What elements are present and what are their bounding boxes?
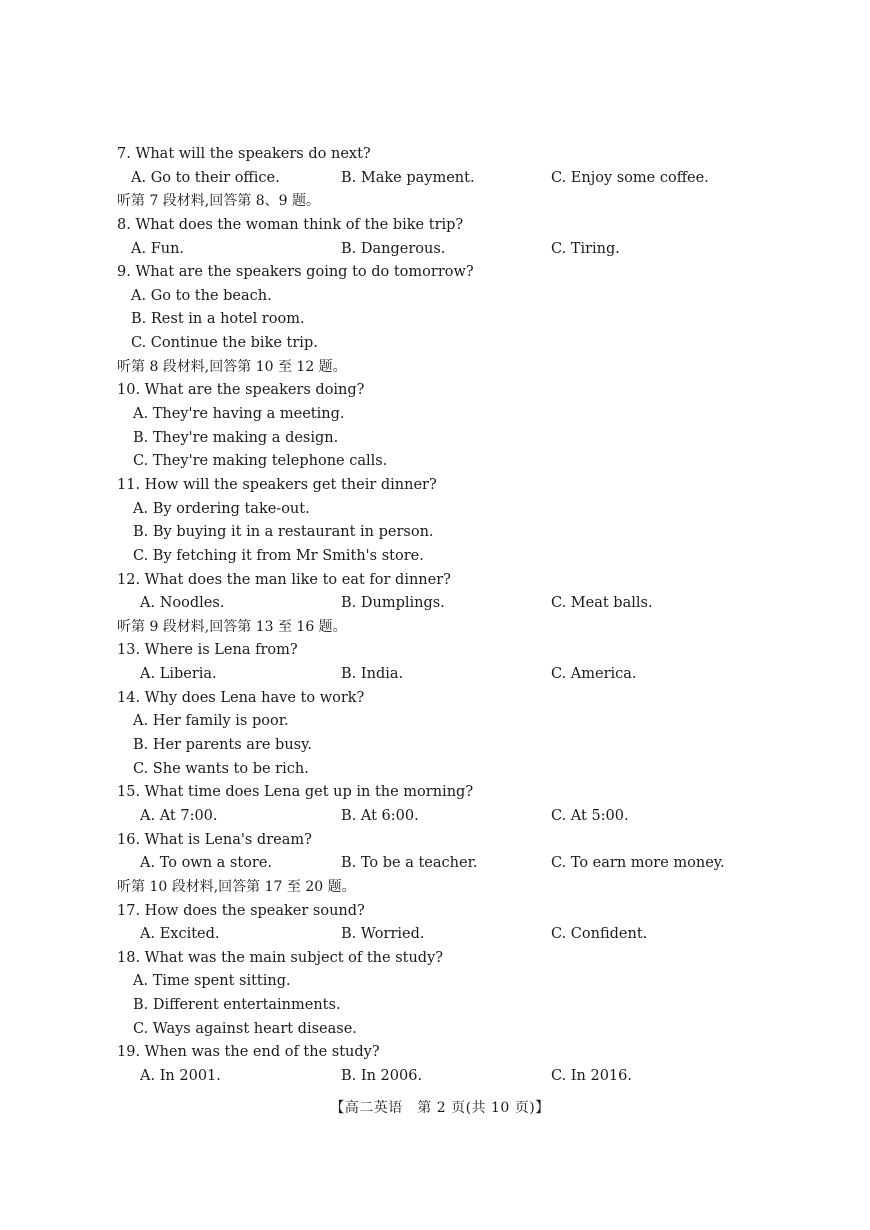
question-text: 15. What time does Lena get up in the morning? bbox=[117, 784, 474, 801]
answer-option-b: B. At 6:00. bbox=[341, 807, 419, 824]
footer-text: 【高二英语 第 2 页(共 10 页)】 bbox=[330, 1100, 550, 1116]
question-text: 19. When was the end of the study? bbox=[117, 1044, 380, 1061]
answer-option-a: A. Excited. bbox=[140, 926, 220, 943]
section-instruction: 听第 9 段材料,回答第 13 至 16 题。 bbox=[117, 618, 347, 635]
answer-option: C. They're making telephone calls. bbox=[133, 453, 388, 470]
question-text: 8. What does the woman think of the bike trip? bbox=[117, 216, 464, 233]
answer-option-b: B. Dumplings. bbox=[341, 595, 445, 612]
answer-option-b: B. Make payment. bbox=[341, 169, 475, 186]
answer-option-b: B. To be a teacher. bbox=[341, 855, 478, 872]
question-text: 14. Why does Lena have to work? bbox=[117, 689, 365, 706]
answer-option: A. Time spent sitting. bbox=[133, 973, 291, 990]
answer-option: A. Go to the beach. bbox=[131, 287, 272, 304]
answer-option: B. Different entertainments. bbox=[133, 997, 341, 1014]
answer-option-row bbox=[117, 592, 817, 616]
answer-option: C. Ways against heart disease. bbox=[133, 1020, 357, 1037]
question-text: 11. How will the speakers get their dinner? bbox=[117, 476, 437, 493]
question-text: 10. What are the speakers doing? bbox=[117, 382, 365, 399]
answer-option: C. Continue the bike trip. bbox=[131, 335, 318, 352]
answer-option-a: A. Noodles. bbox=[140, 595, 225, 612]
answer-option-c: C. America. bbox=[551, 666, 637, 683]
answer-option-row bbox=[117, 238, 817, 262]
question-text: 17. How does the speaker sound? bbox=[117, 902, 365, 919]
answer-option-c: C. Enjoy some coffee. bbox=[551, 169, 709, 186]
answer-option-a: A. Liberia. bbox=[140, 666, 217, 683]
answer-option-c: C. Confident. bbox=[551, 926, 648, 943]
answer-option: B. Her parents are busy. bbox=[133, 737, 312, 754]
section-instruction: 听第 10 段材料,回答第 17 至 20 题。 bbox=[117, 878, 356, 895]
answer-option: B. Rest in a hotel room. bbox=[131, 311, 305, 328]
answer-option-a: A. Fun. bbox=[131, 240, 185, 257]
answer-option: C. She wants to be rich. bbox=[133, 760, 309, 777]
question-text: 7. What will the speakers do next? bbox=[117, 146, 371, 162]
answer-option-c: C. In 2016. bbox=[551, 1067, 632, 1084]
section-instruction: 听第 7 段材料,回答第 8、9 题。 bbox=[117, 193, 320, 210]
answer-option: B. They're making a design. bbox=[133, 429, 339, 446]
answer-option-row bbox=[117, 1065, 817, 1089]
answer-option-row bbox=[117, 923, 817, 947]
answer-option-row bbox=[117, 663, 817, 687]
answer-option-c: C. Tiring. bbox=[551, 240, 620, 257]
answer-option-c: C. At 5:00. bbox=[551, 807, 629, 824]
answer-option-b: B. India. bbox=[341, 666, 404, 683]
answer-option-b: B. Worried. bbox=[341, 926, 425, 943]
question-list bbox=[117, 143, 817, 1089]
answer-option-b: B. Dangerous. bbox=[341, 240, 446, 257]
question-text: 16. What is Lena's dream? bbox=[117, 831, 312, 848]
answer-option: A. They're having a meeting. bbox=[133, 406, 345, 423]
answer-option: C. By fetching it from Mr Smith's store. bbox=[133, 547, 424, 564]
answer-option-b: B. In 2006. bbox=[341, 1067, 423, 1084]
question-text: 9. What are the speakers going to do tomorrow? bbox=[117, 264, 474, 281]
answer-option-c: C. To earn more money. bbox=[551, 855, 725, 872]
answer-option-a: A. In 2001. bbox=[140, 1067, 221, 1084]
answer-option-row bbox=[117, 805, 817, 829]
answer-option-row bbox=[117, 852, 817, 876]
answer-option: A. Her family is poor. bbox=[133, 713, 289, 730]
answer-option: B. By buying it in a restaurant in person. bbox=[133, 524, 434, 541]
answer-option-row bbox=[117, 167, 817, 191]
page-footer bbox=[0, 1097, 870, 1117]
question-text: 12. What does the man like to eat for dinner? bbox=[117, 571, 451, 588]
question-text: 18. What was the main subject of the study? bbox=[117, 949, 444, 966]
answer-option: A. By ordering take-out. bbox=[133, 500, 310, 517]
answer-option-a: A. At 7:00. bbox=[140, 807, 218, 824]
answer-option-a: A. Go to their office. bbox=[131, 169, 280, 186]
section-instruction: 听第 8 段材料,回答第 10 至 12 题。 bbox=[117, 358, 347, 375]
question-text: 13. Where is Lena from? bbox=[117, 642, 298, 659]
answer-option-c: C. Meat balls. bbox=[551, 595, 653, 612]
answer-option-a: A. To own a store. bbox=[140, 855, 273, 872]
